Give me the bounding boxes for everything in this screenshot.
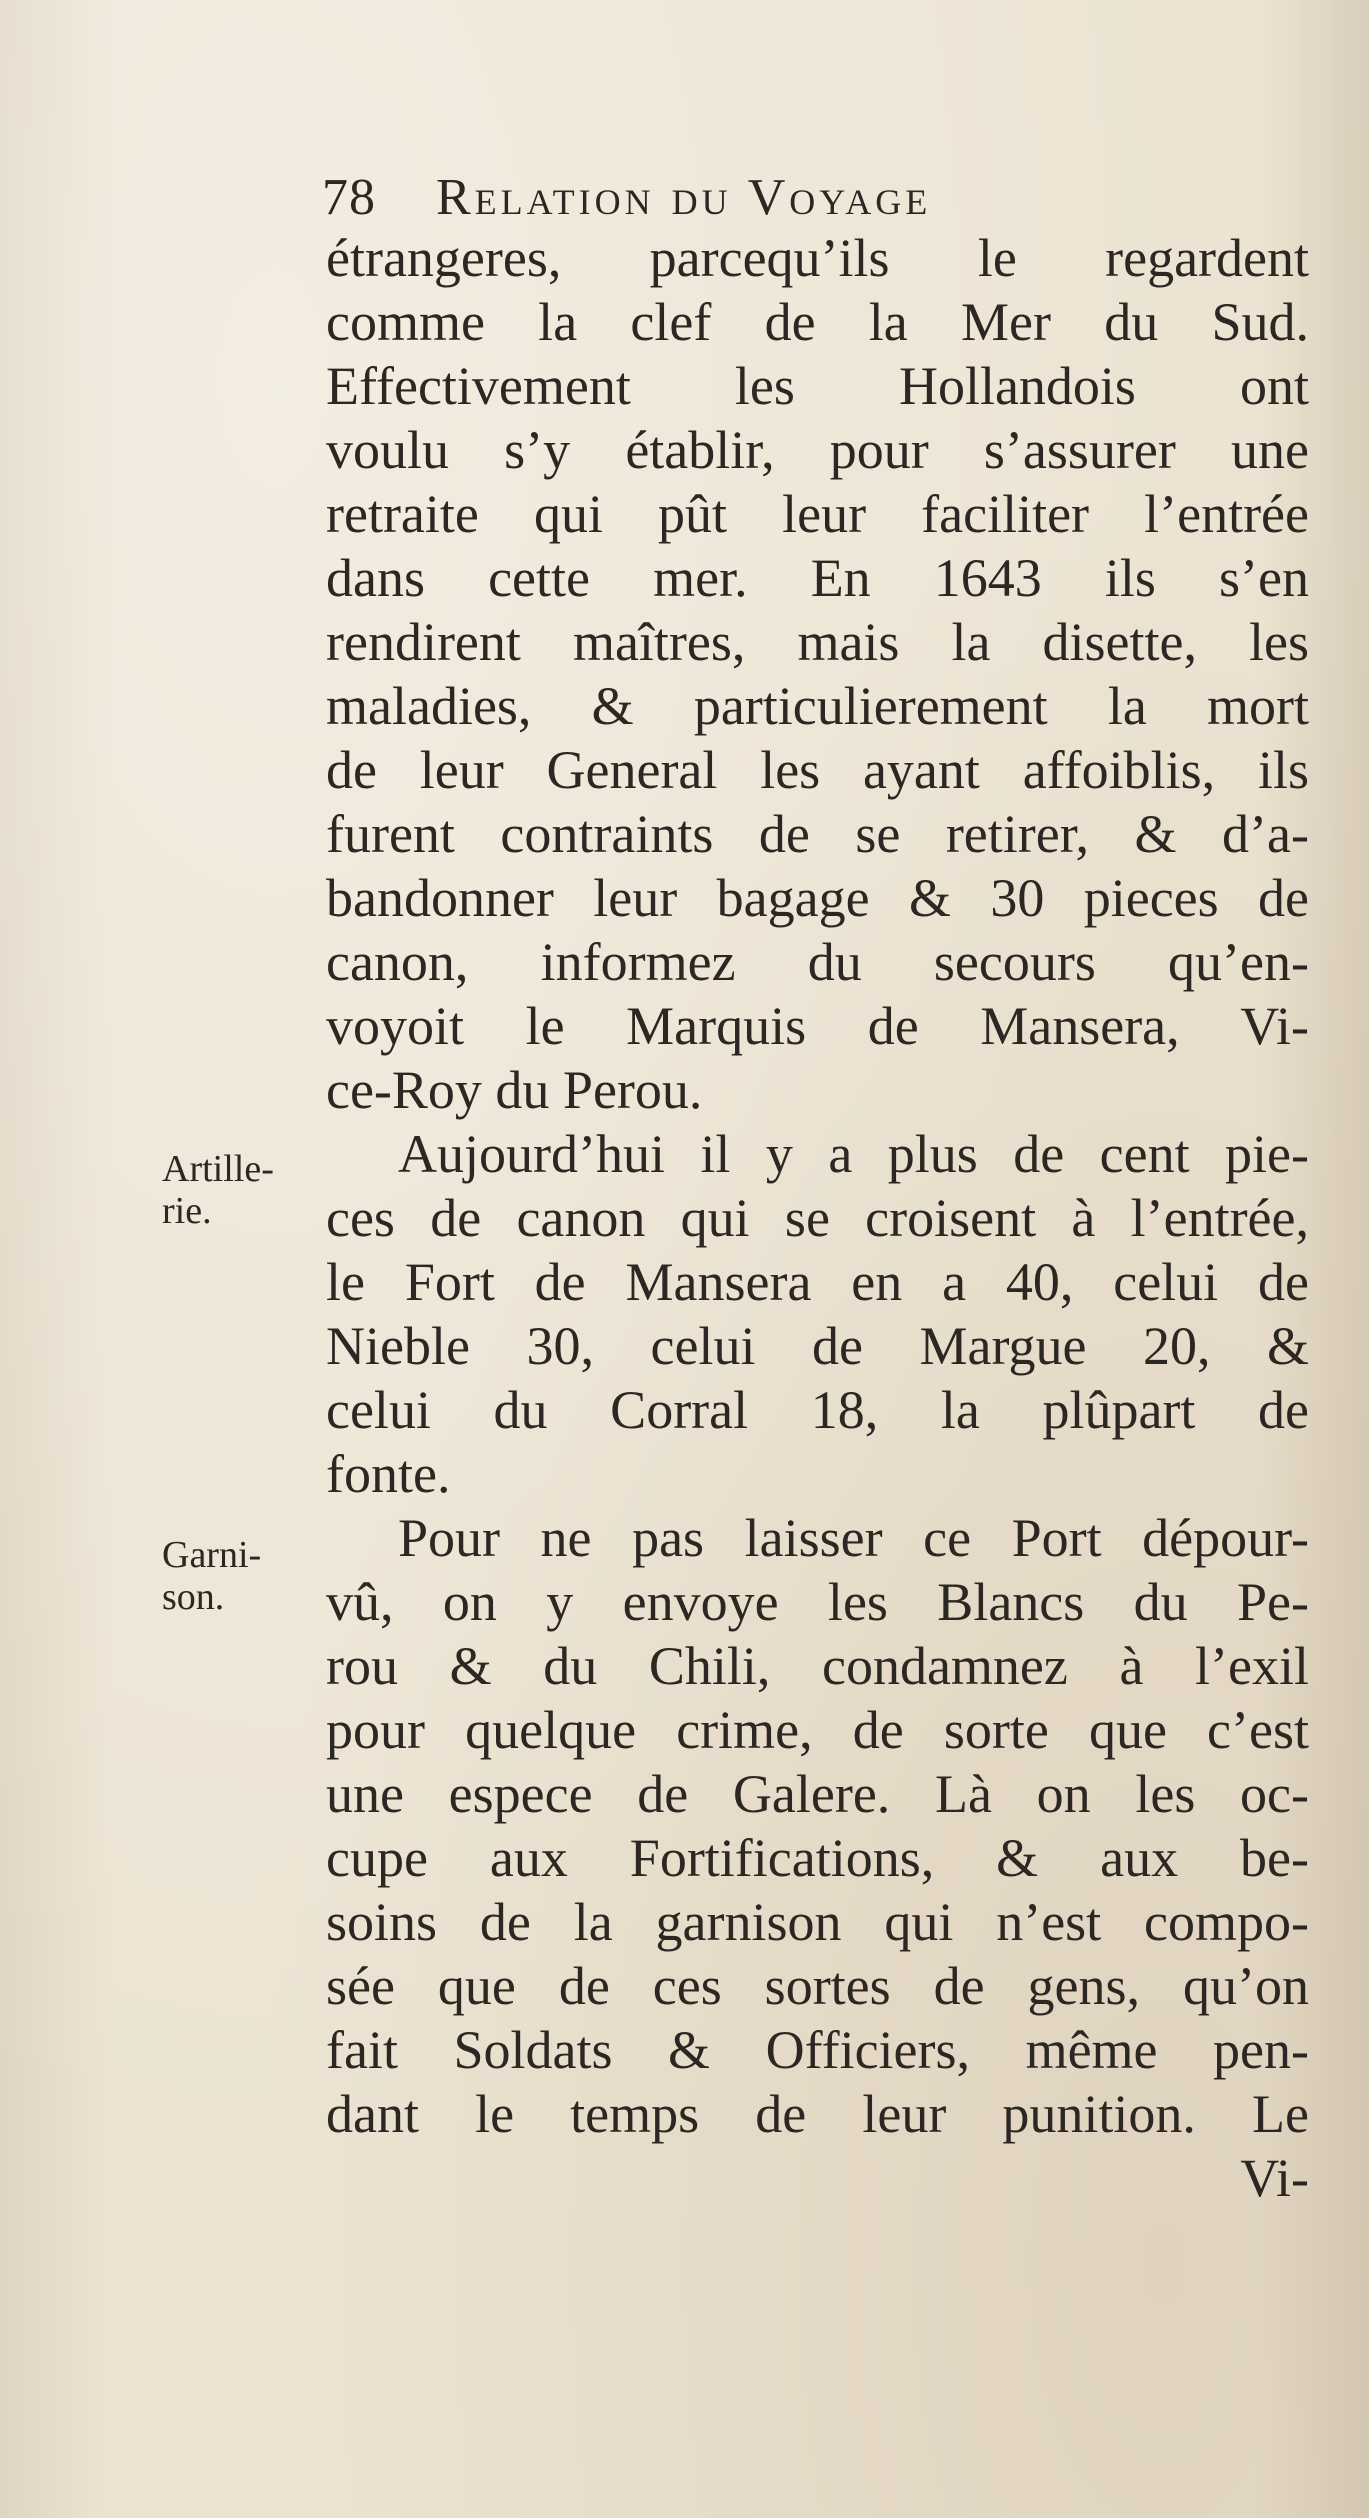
- text-line: rendirent maîtres, mais la disette, les: [326, 612, 1309, 672]
- text-line: ces de canon qui se croisent à l’entrée,: [326, 1188, 1309, 1248]
- text-line: voyoit le Marquis de Mansera, Vi-: [326, 996, 1309, 1056]
- text-line: vû, on y envoye les Blancs du Pe-: [326, 1572, 1309, 1632]
- page-number: 78: [322, 169, 376, 226]
- text-line: Nieble 30, celui de Margue 20, &: [326, 1316, 1309, 1376]
- text-line: celui du Corral 18, la plûpart de: [326, 1380, 1309, 1440]
- text-line: pour quelque crime, de sorte que c’est: [326, 1700, 1309, 1760]
- body-text: [326, 226, 1309, 2210]
- text-line: de leur General les ayant affoiblis, ils: [326, 740, 1309, 800]
- text-line: maladies, & particulierement la mort: [326, 676, 1309, 736]
- text-line: comme la clef de la Mer du Sud.: [326, 292, 1309, 352]
- text-line: ce-Roy du Perou.: [326, 1060, 703, 1120]
- running-head: [322, 168, 1222, 228]
- text-line: fonte.: [326, 1444, 451, 1504]
- text-line: canon, informez du secours qu’en-: [326, 932, 1309, 992]
- text-line: dans cette mer. En 1643 ils s’en: [326, 548, 1309, 608]
- text-line: soins de la garnison qui n’est compo-: [326, 1892, 1309, 1952]
- text-line: Effectivement les Hollandois ont: [326, 356, 1309, 416]
- text-line: étrangeres, parcequ’ils le regardent: [326, 228, 1309, 288]
- text-line: retraite qui pût leur faciliter l’entrée: [326, 484, 1309, 544]
- text-line: une espece de Galere. Là on les oc-: [326, 1764, 1309, 1824]
- text-line: le Fort de Mansera en a 40, celui de: [326, 1252, 1309, 1312]
- text-line: Pour ne pas laisser ce Port dépour-: [398, 1508, 1309, 1568]
- text-line: dant le temps de leur punition. Le: [326, 2084, 1309, 2144]
- text-line: voulu s’y établir, pour s’assurer une: [326, 420, 1309, 480]
- running-title: Relation du Voyage: [436, 169, 932, 226]
- margin-note-line: Garni-: [162, 1534, 262, 1576]
- margin-note-line: son.: [162, 1576, 225, 1618]
- text-line: rou & du Chili, condamnez à l’exil: [326, 1636, 1309, 1696]
- margin-note-line: Artille-: [162, 1148, 274, 1190]
- text-line: cupe aux Fortifications, & aux be-: [326, 1828, 1309, 1888]
- margin-note-garnison: [162, 1534, 322, 1618]
- text-line: sée que de ces sortes de gens, qu’on: [326, 1956, 1309, 2016]
- margin-note-line: rie.: [162, 1190, 212, 1232]
- text-line: fait Soldats & Officiers, même pen-: [326, 2020, 1309, 2080]
- margin-note-artillerie: [162, 1148, 322, 1232]
- text-line: furent contraints de se retirer, & d’a-: [326, 804, 1309, 864]
- text-line: bandonner leur bagage & 30 pieces de: [326, 868, 1309, 928]
- catchword: Vi-: [1240, 2148, 1309, 2208]
- text-line: Aujourd’hui il y a plus de cent pie-: [398, 1124, 1309, 1184]
